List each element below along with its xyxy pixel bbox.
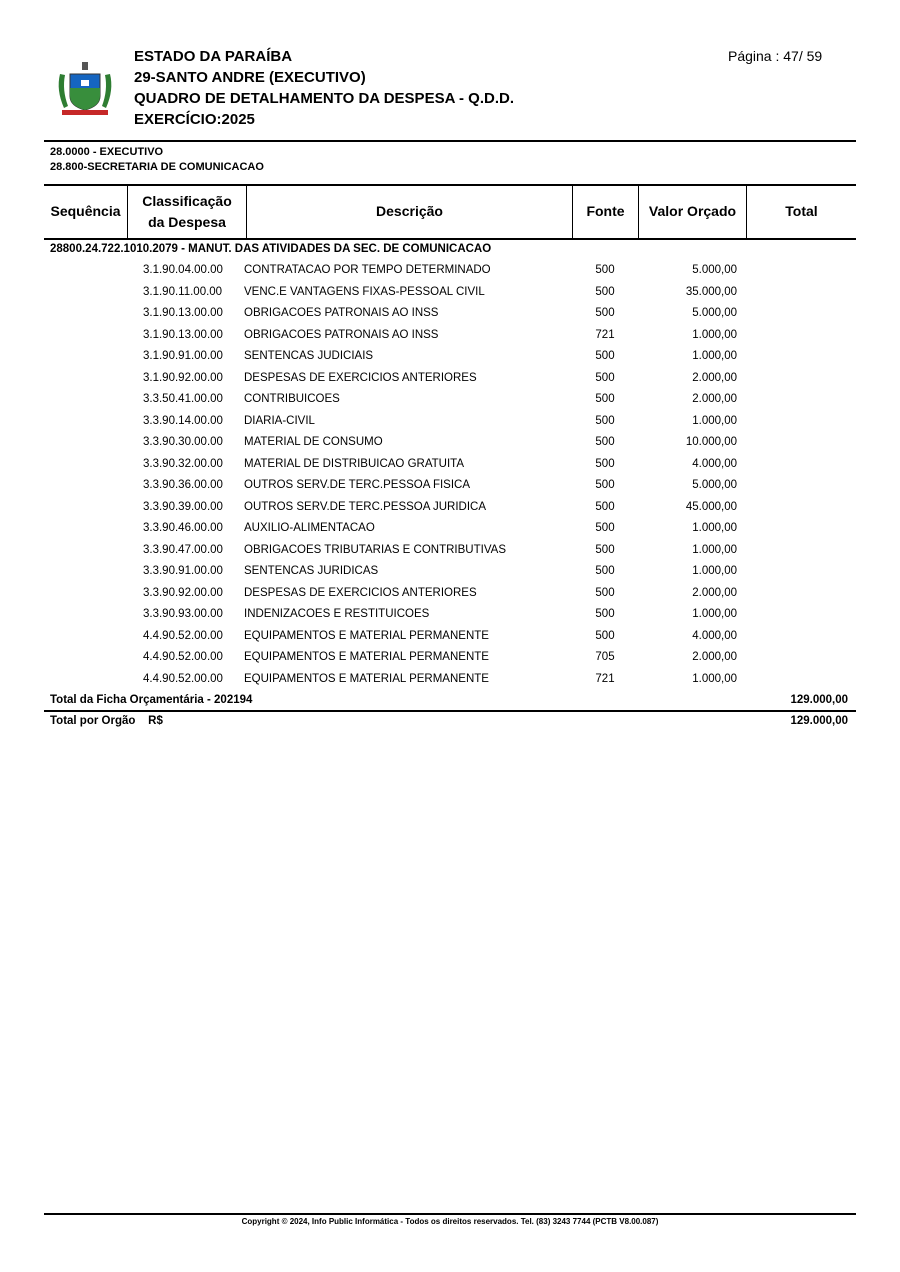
classificacao-cell: 3.3.90.46.00.00 <box>143 522 223 534</box>
fonte-cell: 721 <box>595 672 615 685</box>
classificacao-cell: 3.3.90.32.00.00 <box>143 457 223 470</box>
divider <box>44 140 856 142</box>
header-municipality: 29-SANTO ANDRE (EXECUTIVO) <box>134 69 366 86</box>
fonte-cell: 500 <box>595 457 615 470</box>
table-row <box>0 264 900 285</box>
descricao-cell: EQUIPAMENTOS E MATERIAL PERMANENTE <box>244 629 489 642</box>
page-number: Página : 47/ 59 <box>728 48 823 64</box>
valor-cell: 10.000,00 <box>685 436 737 448</box>
descricao-cell: MATERIAL DE CONSUMO <box>244 436 383 448</box>
fonte-cell: 721 <box>595 328 615 341</box>
col-descricao: Descrição <box>247 185 573 238</box>
header-report-title: QUADRO DE DETALHAMENTO DA DESPESA - Q.D.D. <box>134 90 515 107</box>
fonte-cell: 500 <box>595 285 615 298</box>
valor-cell: 35.000,00 <box>685 285 737 298</box>
table-row <box>0 458 900 479</box>
table-row <box>0 286 900 307</box>
header-year: EXERCÍCIO:2025 <box>134 111 255 128</box>
col-total: Total <box>785 203 818 219</box>
descricao-cell: EQUIPAMENTOS E MATERIAL PERMANENTE <box>244 651 489 663</box>
valor-cell: 1.000,00 <box>692 414 737 427</box>
table-row <box>0 673 900 694</box>
fonte-cell: 500 <box>595 371 615 384</box>
table-row <box>0 350 900 371</box>
header-bottom-border <box>44 238 856 240</box>
fonte-cell: 500 <box>595 608 615 620</box>
descricao-cell: EQUIPAMENTOS E MATERIAL PERMANENTE <box>244 672 489 685</box>
table-row <box>0 479 900 500</box>
table-row <box>0 501 900 522</box>
descricao-cell: DESPESAS DE EXERCICIOS ANTERIORES <box>244 586 477 599</box>
table-row <box>0 393 900 414</box>
fonte-cell: 500 <box>595 629 615 642</box>
unidade-label: 28.800-SECRETARIA DE COMUNICACAO <box>50 161 264 173</box>
table-row <box>0 415 900 436</box>
fonte-cell: 500 <box>595 565 615 577</box>
classificacao-cell: 4.4.90.52.00.00 <box>143 672 223 685</box>
descricao-cell: OUTROS SERV.DE TERC.PESSOA JURIDICA <box>244 500 486 513</box>
valor-cell: 2.000,00 <box>692 371 737 384</box>
classificacao-cell: 4.4.90.52.00.00 <box>143 629 223 642</box>
header-state: ESTADO DA PARAÍBA <box>134 48 293 65</box>
fonte-cell: 705 <box>595 651 615 663</box>
classificacao-cell: 3.1.90.13.00.00 <box>143 328 223 341</box>
fonte-cell: 500 <box>595 350 615 362</box>
classificacao-cell: 3.3.90.91.00.00 <box>143 565 223 577</box>
total-ficha-value: 129.000,00 <box>790 694 848 706</box>
descricao-cell: SENTENCAS JUDICIAIS <box>244 350 374 362</box>
valor-cell: 5.000,00 <box>692 264 737 276</box>
valor-cell: 4.000,00 <box>692 457 737 470</box>
descricao-cell: CONTRATACAO POR TEMPO DETERMINADO <box>244 264 491 276</box>
divider <box>44 710 856 712</box>
descricao-cell: OBRIGACOES PATRONAIS AO INSS <box>244 328 439 341</box>
descricao-cell: DESPESAS DE EXERCICIOS ANTERIORES <box>244 371 477 384</box>
section-title: 28800.24.722.1010.2079 - MANUT. DAS ATIVIDADES DA SEC. DE COMUNICACAO <box>50 243 492 255</box>
table-row <box>0 522 900 543</box>
descricao-cell: AUXILIO-ALIMENTACAO <box>244 522 375 534</box>
table-row <box>0 587 900 608</box>
classificacao-cell: 3.1.90.11.00.00 <box>143 285 223 298</box>
valor-cell: 2.000,00 <box>692 393 737 405</box>
descricao-cell: MATERIAL DE DISTRIBUICAO GRATUITA <box>244 457 465 470</box>
table-row <box>0 565 900 586</box>
table-row <box>0 544 900 565</box>
total-orgao-row <box>0 715 900 736</box>
total-orgao-value: 129.000,00 <box>790 715 848 727</box>
valor-cell: 1.000,00 <box>692 328 737 341</box>
fonte-cell: 500 <box>595 307 615 319</box>
col-classificacao: Classificação da Despesa <box>128 185 247 238</box>
fonte-cell: 500 <box>595 393 615 405</box>
fonte-cell: 500 <box>595 543 615 556</box>
footer-divider <box>44 1213 856 1215</box>
valor-cell: 1.000,00 <box>692 543 737 556</box>
classificacao-cell: 3.3.90.14.00.00 <box>143 414 223 427</box>
descricao-cell: INDENIZACOES E RESTITUICOES <box>244 608 430 620</box>
total-orgao-label: Total por Orgão R$ <box>50 715 163 727</box>
fonte-cell: 500 <box>595 500 615 513</box>
valor-cell: 2.000,00 <box>692 651 737 663</box>
table-row <box>0 372 900 393</box>
descricao-cell: SENTENCAS JURIDICAS <box>244 565 379 577</box>
orgao-label: 28.0000 - EXECUTIVO <box>50 146 164 158</box>
fonte-cell: 500 <box>595 479 615 491</box>
fonte-cell: 500 <box>595 414 615 427</box>
table-row <box>0 329 900 350</box>
valor-cell: 1.000,00 <box>692 565 737 577</box>
classificacao-cell: 3.1.90.13.00.00 <box>143 307 223 319</box>
col-valor-orcado: Valor Orçado <box>639 185 747 238</box>
table-row <box>0 630 900 651</box>
table-row <box>0 651 900 672</box>
col-sequencia: Sequência <box>44 185 128 238</box>
classificacao-cell: 3.3.90.30.00.00 <box>143 436 223 448</box>
table-row <box>0 436 900 457</box>
valor-cell: 1.000,00 <box>692 608 737 620</box>
table-row <box>0 608 900 629</box>
classificacao-cell: 3.1.90.04.00.00 <box>143 264 223 276</box>
valor-cell: 5.000,00 <box>692 479 737 491</box>
classificacao-cell: 3.3.50.41.00.00 <box>143 393 223 405</box>
valor-cell: 5.000,00 <box>692 307 737 319</box>
footer-copyright: Copyright © 2024, Info Public Informática - Todos os direitos reservados. Tel. (83) 3243 7744 (PCTB V8.00.087) <box>241 1217 659 1226</box>
fonte-cell: 500 <box>595 436 615 448</box>
valor-cell: 45.000,00 <box>685 500 737 513</box>
descricao-cell: OBRIGACOES PATRONAIS AO INSS <box>244 307 439 319</box>
classificacao-cell: 4.4.90.52.00.00 <box>143 651 223 663</box>
fonte-cell: 500 <box>595 586 615 599</box>
classificacao-cell: 3.3.90.47.00.00 <box>143 543 223 556</box>
descricao-cell: OUTROS SERV.DE TERC.PESSOA FISICA <box>244 479 471 491</box>
classificacao-cell: 3.3.90.92.00.00 <box>143 586 223 599</box>
table-row <box>0 307 900 328</box>
descricao-cell: VENC.E VANTAGENS FIXAS-PESSOAL CIVIL <box>244 285 485 298</box>
descricao-cell: OBRIGACOES TRIBUTARIAS E CONTRIBUTIVAS <box>244 543 506 556</box>
valor-cell: 1.000,00 <box>692 522 737 534</box>
descricao-cell: DIARIA-CIVIL <box>244 414 315 427</box>
fonte-cell: 500 <box>595 264 615 276</box>
classificacao-cell: 3.3.90.93.00.00 <box>143 608 223 620</box>
classificacao-cell: 3.3.90.36.00.00 <box>143 479 223 491</box>
valor-cell: 4.000,00 <box>692 629 737 642</box>
classificacao-cell: 3.1.90.91.00.00 <box>143 350 223 362</box>
classificacao-cell: 3.3.90.39.00.00 <box>143 500 223 513</box>
state-coat-of-arms-logo <box>54 60 116 118</box>
valor-cell: 2.000,00 <box>692 586 737 599</box>
classificacao-cell: 3.1.90.92.00.00 <box>143 371 223 384</box>
descricao-cell: CONTRIBUICOES <box>244 393 340 405</box>
fonte-cell: 500 <box>595 522 615 534</box>
valor-cell: 1.000,00 <box>692 350 737 362</box>
col-fonte: Fonte <box>573 185 639 238</box>
valor-cell: 1.000,00 <box>692 672 737 685</box>
total-ficha-label: Total da Ficha Orçamentária - 202194 <box>50 694 253 706</box>
